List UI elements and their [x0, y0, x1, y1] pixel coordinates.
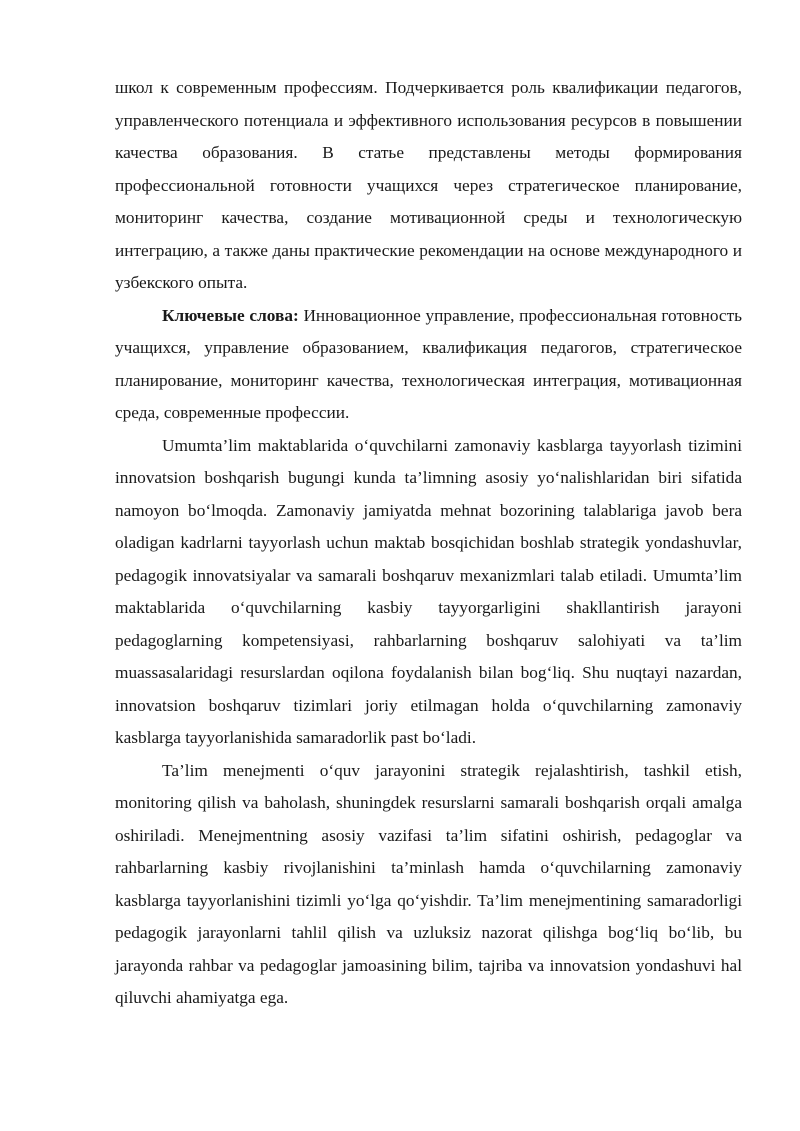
keywords-text: Инновационное управление, профессиональная готовность учащихся, управление образованием, квалификация педагогов, стратегическое планирование, мониторинг качества, технологическая интеграция, мотивационная среда, современные профессии.: [115, 305, 743, 422]
document-page: [115, 72, 742, 1015]
body-paragraph-1: Umumta’lim maktablarida o‘quvchilarni zamonaviy kasblarga tayyorlash tizimini innovatsion boshqarish bugungi kunda ta’limning asosiy yo‘nalishlaridan biri sifatida namoyon bo‘lmoqda. Zamonaviy jamiyatda mehnat bozorining talablariga javob bera oladigan kadrlarni tayyorlash uchun maktab bosqichidan boshlab strategik yondashuvlar, pedagogik innovatsiyalar va samarali boshqaruv mexanizmlari talab etiladi. Umumta’lim maktablarida o‘quvchilarning kasbiy tayyorgarligini shakllantirish jarayoni pedagoglarning kompetensiyasi, rahbarlarning boshqaruv salohiyati va ta’lim muassasalaridagi resurslardan oqilona foydalanish bilan bog‘liq. Shu nuqtayi nazardan, innovatsion boshqaruv tizimlari joriy etilmagan holda o‘quvchilarning zamonaviy kasblarga tayyorlanishida samaradorlik past bo‘ladi.: [115, 435, 742, 747]
abstract-continuation-paragraph: школ к современным профессиям. Подчеркивается роль квалификации педагогов, управленческого потенциала и эффективного использования ресурсов в повышении качества образования. В статье представлены методы формирования профессиональной готовности учащихся через стратегическое планирование, мониторинг качества, создание мотивационной среды и технологическую интеграцию, а также даны практические рекомендации на основе международного и узбекского опыта.: [115, 78, 742, 292]
keywords-paragraph: [115, 300, 742, 430]
keywords-label: Ключевые слова:: [162, 305, 299, 325]
body-paragraph-2: Ta’lim menejmenti o‘quv jarayonini strategik rejalashtirish, tashkil etish, monitoring qilish va baholash, shuningdek resurslarni samarali boshqarish orqali amalga oshiriladi. Menejmentning asosiy vazifasi ta’lim sifatini oshirish, pedagoglar va rahbarlarning kasbiy rivojlanishini ta’minlash hamda o‘quvchilarning zamonaviy kasblarga tayyorlanishini tizimli yo‘lga qo‘yishdir. Ta’lim menejmentining samaradorligi pedagogik jarayonlarni tahlil qilish va uzluksiz nazorat qilishga bog‘liq bo‘lib, bu jarayonda rahbar va pedagoglar jamoasining bilim, tajriba va innovatsion yondashuvi hal qiluvchi ahamiyatga ega.: [115, 760, 742, 1007]
